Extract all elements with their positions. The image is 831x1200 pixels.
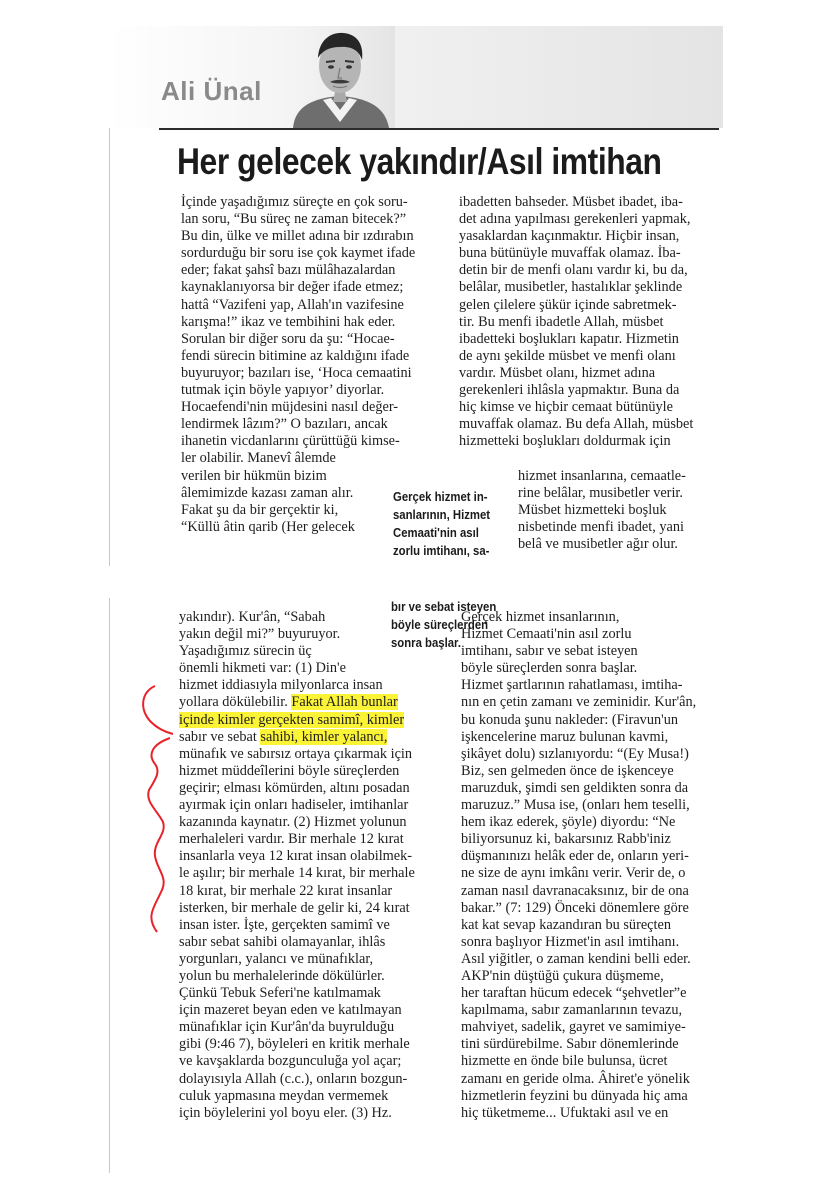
text-line: ler olabilir. Manevî âlemde: [181, 450, 336, 467]
article-headline: Her gelecek yakındır/Asıl imtihan: [177, 141, 662, 182]
text-line: Müsbet hizmetteki boşluk: [518, 502, 667, 519]
text-line: AKP'nin düştüğü çukura düşmeme,: [461, 967, 664, 984]
text-line: vardır. Müsbet olanı, hizmet adına: [459, 364, 656, 381]
text-line: eder; fakat şahsî bazı mülâhazalardan: [181, 262, 396, 279]
text-line: münafıklar için Kur'ân'da buyrulduğu: [179, 1019, 395, 1036]
text-line: ihanetin vicdanlarını çürüttüğü kimse-: [181, 433, 400, 450]
text-line: rine belâlar, musibetler verir.: [518, 485, 683, 502]
text-line: bakar.” (7: 129) Önceki dönemlere göre: [461, 899, 689, 916]
text-line: hattâ “Vazifeni yap, Allah'ın vazifesine: [181, 296, 404, 313]
line-with-highlight: yollara dökülebilir. Fakat Allah bunlar: [179, 694, 398, 711]
text-line: düşmanınızı helâk eder de, onların yeri-: [461, 848, 689, 865]
text-line: ibadetten bahseder. Müsbet ibadet, iba-: [459, 194, 683, 210]
text-line: verilen bir hükmün bizim: [181, 467, 327, 484]
text-line: nisbetinde menfi ibadet, yani: [518, 519, 684, 536]
text-line: isterken, bir merhale de gelir ki, 24 kırat: [179, 899, 410, 916]
text-line: 18 kırat, bir merhale 22 kırat insanlar: [179, 882, 393, 899]
text-line: yakındır). Kur'ân, “Sabah: [179, 609, 326, 625]
text-line: yolun bu merhalelerinde dökülürler.: [179, 967, 385, 984]
highlighted-text: sahibi, kimler yalancı,: [260, 728, 388, 745]
text-line: tir. Bu menfi ibadetle Allah, müsbet: [459, 313, 664, 330]
text-line: le aşılır; bir merhale 14 kırat, bir merhale: [179, 865, 415, 882]
text-line: belâ ve musibetler ağır olur.: [518, 536, 678, 553]
text-line: buna bütünüyle muvaffak olamaz. İba-: [459, 245, 681, 262]
text-line: hizmette en önde bile bulunsa, ücret: [461, 1053, 668, 1070]
text-line: kazanında kaynatır. (2) Hizmet yolunun: [179, 814, 407, 831]
text-line: nın en çetin zamanı ve zeminidir. Kur'ân,: [461, 694, 697, 711]
text-line: hiç tüketmeme... Ufuktaki asıl ve en: [461, 1104, 669, 1121]
text-line: âlemimizde kazası zaman alır.: [181, 484, 354, 501]
text-line: lan soru, “Bu süreç ne zaman bitecek?”: [181, 211, 407, 228]
text-line: detin bir de menfi olanı vardır ki, bu da,: [459, 262, 688, 279]
text-line: İçinde yaşadığımız süreçte en çok soru-: [181, 194, 408, 210]
header-rule: [159, 128, 719, 130]
text-line: merhaleleri vardır. Bir merhale 12 kırat: [179, 831, 404, 848]
text-line: Hocaefendi'nin müjdesini nasıl değer-: [181, 399, 399, 416]
text-line: muvaffak olamaz. Bu defa Allah, müsbet: [459, 416, 694, 433]
text-line: ayırmak için onları hadiseler, imtihanlar: [179, 797, 409, 814]
text-line: böyle süreçlerden sonra başlar.: [461, 660, 638, 677]
text-line: sabır sebat sahibi olamayanlar, ihlâs: [179, 933, 386, 950]
text-line: Biz, sen gelmeden önce de işkenceye: [461, 762, 674, 779]
pull-quote-line: zorlu imtihanı, sa-: [393, 543, 490, 558]
text-line: bu konuda şunu nakleder: (Firavun'un: [461, 711, 678, 728]
text-line: hizmetteki boşlukları doldurmak için: [459, 433, 671, 450]
highlighted-text: Fakat Allah bunlar: [291, 694, 398, 711]
pull-quote-line: Cemaati'nin asıl: [393, 525, 479, 540]
text-line: insanlarla veya 12 kırat insan olabilmek-: [179, 848, 413, 865]
text-line: insan ister. İşte, gerçekten samimî ve: [179, 916, 390, 933]
text-line: her taraftan hücum edecek “şehvetler”e: [461, 985, 687, 1002]
text-line: tini sürdürebilme. Sabır dönemlerinde: [461, 1036, 679, 1053]
pull-quote-line: Gerçek hizmet in-: [393, 489, 488, 504]
text-line: zamanı en geride olma. Âhiret'e yönelik: [461, 1070, 690, 1087]
text-line: mahviyet, sadelik, gayret ve samimiye-: [461, 1019, 686, 1036]
text-line: hizmet insanlarına, cemaatle-: [518, 468, 686, 484]
pull-quote-line: böyle süreçlerden: [391, 617, 489, 632]
text-line: ne size de aynı imkânı verir. Verir de, o: [461, 865, 686, 882]
text-line: sordurduğu bir soru ise çok kaymet ifade: [181, 245, 416, 262]
text-line: kaynaklanıyorsa bir değer ifade etmez;: [181, 279, 404, 296]
text-line: ve kavşaklarda bozgunculuğa yol açar;: [179, 1053, 402, 1070]
handwritten-red-marks: [109, 598, 723, 1173]
article-clip-bottom: [109, 598, 723, 1173]
text-line: buyuruyor; bazıları ise, ‘Hoca cemaatini: [181, 364, 412, 381]
text-line: hizmetlerin feyzini bu dünyada hiç ama: [461, 1087, 688, 1104]
text-line: Gerçek hizmet insanlarının,: [461, 609, 620, 625]
text-line: Hizmet şartlarının rahatlaması, imtiha-: [461, 677, 683, 694]
text-line: imtihanı, sabır ve sebat isteyen: [461, 643, 638, 660]
text-line: hizmet müddeîlerini böyle süreçlerden: [179, 762, 400, 779]
text-line: Çünkü Tebuk Seferi'ne katılmamak: [179, 985, 381, 1002]
text-line: maruzuz.” Musa ise, (onları hem teselli,: [461, 797, 690, 814]
pull-quote-line: bır ve sebat isteyen: [391, 599, 497, 614]
highlighted-text: içinde kimler gerçekten samimî, kimler: [179, 711, 405, 728]
text-line: kat kat sevap kazandıran bu süreçten: [461, 916, 671, 933]
text-line: hizmet iddiasıyla milyonlarca insan: [179, 677, 383, 694]
pull-quote-line: sonra başlar.: [391, 635, 461, 650]
text-line: sonra başlıyor Hizmet'in asıl imtihanı.: [461, 933, 680, 950]
text-line: Sorulan bir diğer soru da şu: “Hocae-: [181, 330, 395, 347]
top-column-2: [459, 194, 693, 450]
columnist-portrait: [285, 26, 395, 128]
text-line: zaman nasıl davranacaksınız, bir de ona: [461, 882, 689, 899]
text-line: yasaklardan kaçınmaktır. Hiçbir insan,: [459, 228, 680, 245]
text-line: yorgunları, yalancı ve münafıklar,: [179, 950, 374, 967]
text-line: de aynı şekilde müsbet ve menfi olanı: [459, 347, 676, 364]
text-line: şikâyet dolu) sızlanıyordu: “(Ey Musa!): [461, 745, 689, 762]
article-clip-top: [109, 26, 723, 566]
text-line: Hizmet Cemaati'nin asıl zorlu: [461, 626, 632, 643]
text-line: dolayısıyla Allah (c.c.), onların bozgun-: [179, 1070, 408, 1087]
text-line: ibadetteki boşlukları kapatır. Hizmetin: [459, 330, 679, 347]
text-line: biliyorsunuz ki, bakarsınız Rabb'iniz: [461, 831, 671, 848]
text-line: belâlar, musibetler, hastalıklar şeklinde: [459, 279, 683, 296]
text-line: için böylelerini yol boyu eler. (3) Hz.: [179, 1104, 392, 1121]
top-column-2-tail: [518, 468, 686, 553]
text-line: yakın değil mi?” buyuruyor.: [179, 626, 341, 643]
text-line: lendirmek lâzım?” O bazıları, ancak: [181, 416, 388, 433]
text-line: için mazeret beyan eden ve katılmayan: [179, 1002, 402, 1019]
columnist-name: Ali Ünal: [161, 76, 262, 106]
line-with-highlight: sabır ve sebat sahibi, kimler yalancı,: [179, 728, 388, 745]
text-line: fendi sürecin bitimine az kaldığını ifade: [181, 347, 410, 364]
text-line: Yaşadığımız sürecin üç: [179, 643, 312, 660]
text-line: “Küllü âtin qarib (Her gelecek: [181, 518, 355, 535]
text-line: det adına yapılması gerekenleri yapmak,: [459, 211, 691, 228]
text-line: gibi (9:46 7), böyleleri en kritik merhale: [179, 1036, 410, 1053]
text-line: önemli hikmeti var: (1) Din'e: [179, 660, 346, 677]
text-line: karışma!” ikaz ve tembihini hak eder.: [181, 313, 396, 330]
text-line: Bu din, ülke ve millet adına bir ızdırabın: [181, 228, 414, 245]
pull-quote-top: [393, 488, 506, 560]
text-line: Fakat şu da bir gerçektir ki,: [181, 501, 339, 518]
text-line: münafık ve sabırsız ortaya çıkarmak için: [179, 745, 413, 762]
text-line: gelen çilelere şükür içinde sabretmek-: [459, 296, 677, 313]
text-line: geçirir; elması kömürden, altını posadan: [179, 779, 410, 796]
pull-quote-line: sanlarının, Hizmet: [393, 507, 491, 522]
text-line: hiç kimse ve hiçbir cemaat bütünüyle: [459, 399, 673, 416]
text-line: gerekenleri ihlâsla yapmaktır. Buna da: [459, 382, 680, 399]
text-line: işkencelerine maruz bulunan kavmi,: [461, 728, 669, 745]
text-line: hem ikaz ederek, şöyle) diyordu: “Ne: [461, 814, 676, 831]
text-line: tutmak için böyle yapıyor’ diyorlar.: [181, 382, 385, 399]
text-line: culuk yapmasına meydan vermemek: [179, 1087, 389, 1104]
top-column-1: [181, 194, 415, 536]
text-line: kapılmama, sabır zamanlarının tevazu,: [461, 1002, 683, 1019]
text-line: maruzduk, şimdi sen geldikten sonra da: [461, 779, 689, 796]
text-line: Asıl yiğitler, o zaman kendini belli eder.: [461, 950, 691, 967]
